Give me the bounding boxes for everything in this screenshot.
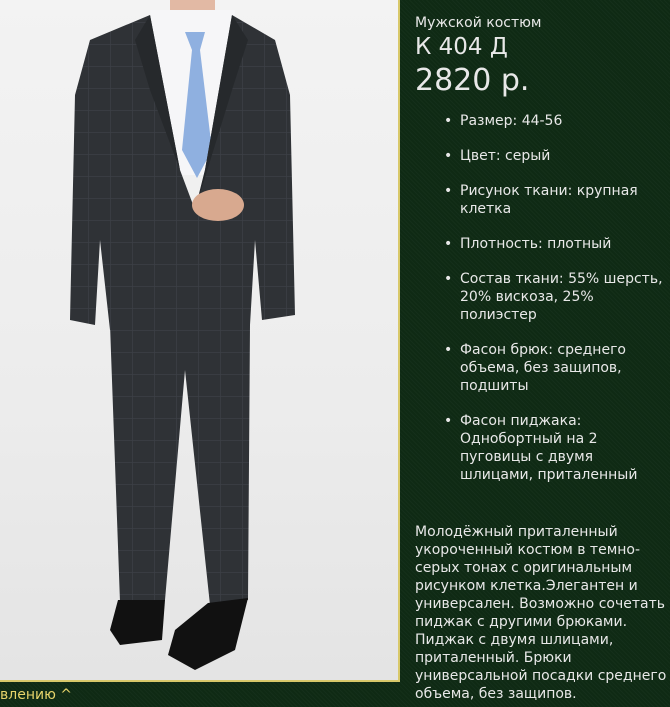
product-code: К 404 Д — [415, 34, 508, 60]
bullet-icon: • — [444, 271, 453, 287]
spec-item-size: • Размер: 44-56 — [444, 113, 563, 129]
spec-item-color: • Цвет: серый — [444, 148, 551, 164]
bullet-icon: • — [444, 148, 453, 164]
spec-item-composition: • Состав ткани: 55% шерсть, 20% вискоза, 25% полиэстер — [444, 271, 663, 323]
spec-item-jacket: • Фасон пиджака: Однобортный на 2 пуговицы с двумя шлицами, приталенный — [444, 413, 638, 483]
product-price: 2820 р. — [415, 63, 530, 98]
spec-list — [415, 112, 665, 484]
back-to-contents-link[interactable]: влению ^ — [0, 687, 73, 703]
bullet-icon: • — [444, 113, 453, 129]
bullet-icon: • — [444, 183, 453, 199]
product-description: Молодёжный приталенный укороченный костюм в темно-серых тонах с оригинальным рисунком клетка.Элегантен и универсален. Возможно сочетать пиджак с другими брюками. Пиджак с двумя шлицами, приталенный. Брюки универсальной посадки среднего объема, без защипов. — [415, 524, 667, 702]
spec-item-pattern: • Рисунок ткани: крупная клетка — [444, 183, 638, 217]
bullet-icon: • — [444, 342, 453, 358]
bullet-icon: • — [444, 413, 453, 429]
spec-item-trousers: • Фасон брюк: среднего объема, без защипов, подшиты — [444, 342, 626, 394]
product-subtitle: Мужской костюм — [415, 15, 542, 31]
bullet-icon: • — [444, 236, 453, 252]
product-info — [415, 14, 665, 501]
spec-item-density: • Плотность: плотный — [444, 236, 612, 252]
